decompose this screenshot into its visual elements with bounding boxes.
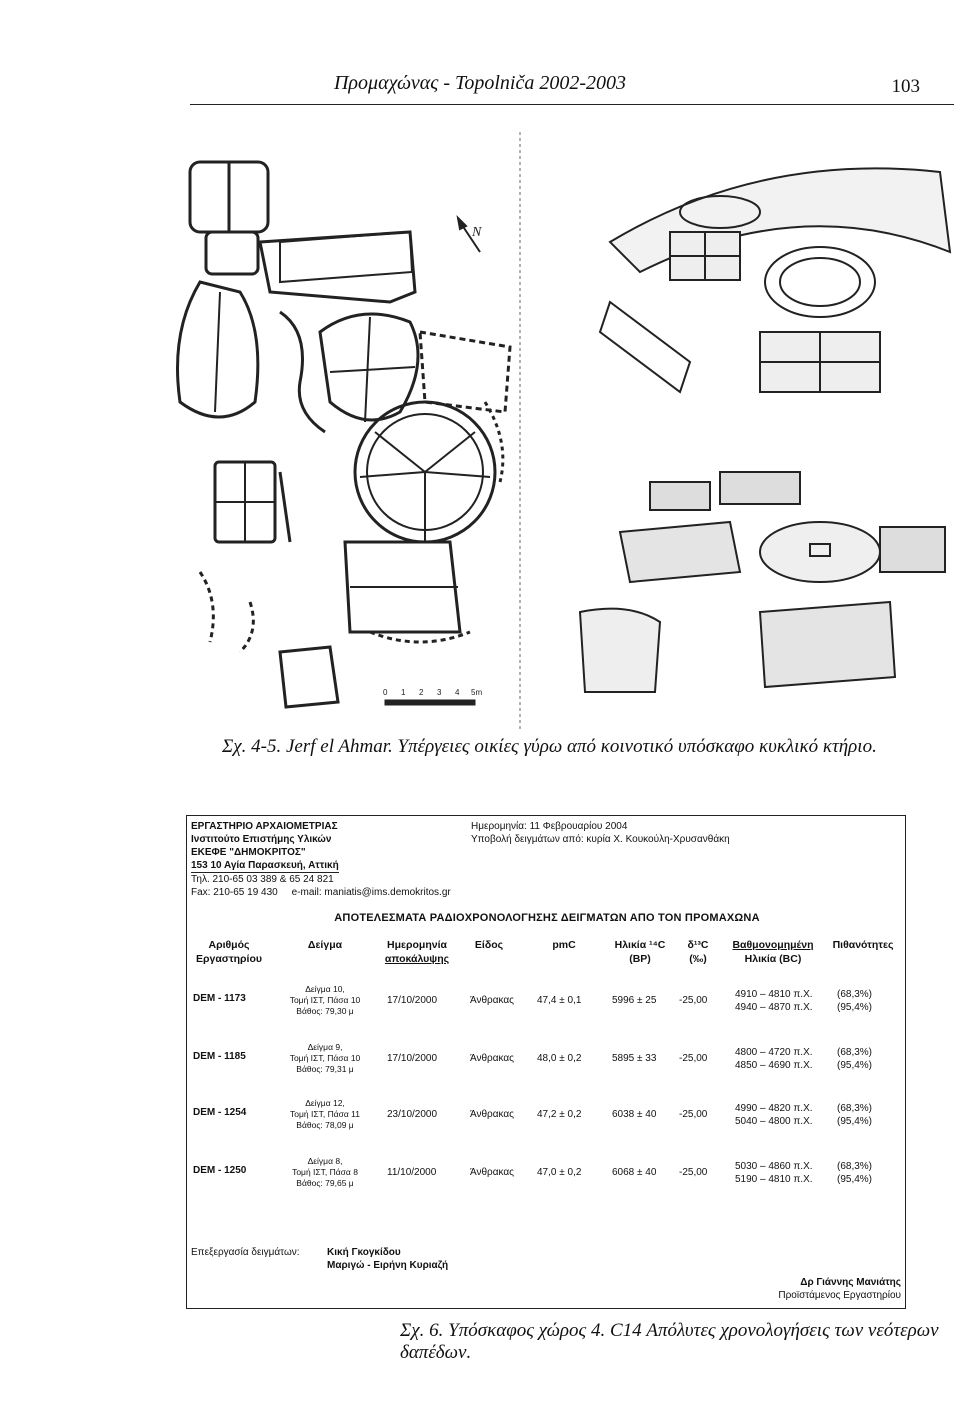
scale-tick: 3 <box>437 688 442 697</box>
row-date: 11/10/2000 <box>387 1167 437 1178</box>
lab-name: ΕΡΓΑΣΤΗΡΙΟ ΑΡΧΑΙΟΜΕΤΡΙΑΣ <box>191 821 338 832</box>
table-row <box>187 1098 907 1162</box>
scale-bar <box>383 688 482 705</box>
row-lab-no: DEM - 1185 <box>193 1051 246 1062</box>
row-age: 6068 ± 40 <box>612 1167 657 1178</box>
table-row <box>187 984 907 1048</box>
col-date: Ημερομηνία αποκάλυψης <box>384 939 450 965</box>
scale-tick: 2 <box>419 688 424 697</box>
row-calibrated: 5030 – 4860 π.Χ. 5190 – 4810 π.Χ. <box>735 1161 813 1185</box>
row-date: 17/10/2000 <box>387 995 438 1006</box>
scale-tick: 4 <box>455 688 460 697</box>
north-label: N <box>472 225 482 240</box>
figure-jerf-el-ahmar <box>160 132 960 730</box>
row-sample: Δείγμα 9, Τομή ΙΣΤ, Πάσα 10 Βάθος: 79,31 μ <box>289 1042 361 1074</box>
row-calibrated: 4910 – 4810 π.Χ. 4940 – 4870 π.Χ. <box>735 989 813 1013</box>
row-type: Άνθρακας <box>470 995 515 1006</box>
report-date: Ημερομηνία: 11 Φεβρουαρίου 2004 <box>471 821 628 832</box>
row-pmc: 47,4 ± 0,1 <box>537 995 582 1006</box>
row-d13c: -25,00 <box>679 1109 708 1120</box>
row-date: 17/10/2000 <box>387 1053 438 1064</box>
lab-header <box>191 820 481 899</box>
row-type: Άνθρακας <box>470 1109 515 1120</box>
figure-4-5-caption: Σχ. 4-5. Jerf el Ahmar. Υπέργειες οικίες γύρω από κοινοτικό υπόσκαφο κυκλικό κτήριο. <box>222 736 877 757</box>
report-meta <box>471 820 730 846</box>
lab-center: ΕΚΕΦΕ "ΔΗΜΟΚΡΙΤΟΣ" <box>191 847 306 858</box>
row-calibrated: 4990 – 4820 π.Χ. 5040 – 4800 π.Χ. <box>735 1103 813 1127</box>
table-row <box>187 1042 907 1106</box>
row-type: Άνθρακας <box>470 1053 515 1064</box>
processors: Κική Γκογκίδου Μαριγώ - Ειρήνη Κυριαζή <box>327 1247 449 1271</box>
radiocarbon-report <box>186 815 906 1309</box>
row-calibrated: 4800 – 4720 π.Χ. 4850 – 4690 π.Χ. <box>735 1047 813 1071</box>
row-probability: (68,3%) (95,4%) <box>837 1103 873 1127</box>
col-probability: Πιθανότητες <box>832 939 894 951</box>
results-title: ΑΠΟΤΕΛΕΣΜΑΤΑ ΡΑΔΙΟΧΡΟΝΟΛΟΓΗΣΗΣ ΔΕΙΓΜΑΤΩΝ ΑΠΟ ΤΟΝ ΠΡΟΜΑΧΩΝΑ <box>334 912 760 924</box>
col-d13c: δ¹³C (‰) <box>687 939 709 965</box>
lab-phone: Τηλ. 210-65 03 389 & 65 24 821 <box>191 874 334 885</box>
table-row <box>187 1156 907 1220</box>
col-calibrated: Βαθμονομημένη Ηλικία (BC) <box>732 939 814 965</box>
row-date: 23/10/2000 <box>387 1109 438 1120</box>
row-probability: (68,3%) (95,4%) <box>837 989 873 1013</box>
scale-tick: 1 <box>401 688 406 697</box>
page-number: 103 <box>891 76 920 97</box>
row-pmc: 47,2 ± 0,2 <box>537 1109 582 1120</box>
row-pmc: 47,0 ± 0,2 <box>537 1167 582 1178</box>
figure-6-caption: Σχ. 6. Υπόσκαφος χώρος 4. C14 Απόλυτες χρονολογήσεις των νεότερων δαπέδων. <box>400 1320 939 1363</box>
signatory: Δρ Γιάννης Μανιάτης <box>800 1277 901 1288</box>
col-lab-no: Αριθμός Εργαστηρίου <box>195 939 262 965</box>
row-sample: Δείγμα 12, Τομή ΙΣΤ, Πάσα 11 Βάθος: 78,09 μ <box>290 1098 360 1130</box>
row-pmc: 48,0 ± 0,2 <box>537 1053 582 1064</box>
row-age: 6038 ± 40 <box>612 1109 657 1120</box>
row-lab-no: DEM - 1173 <box>193 993 246 1004</box>
lab-email: e-mail: maniatis@ims.demokritos.gr <box>291 887 451 898</box>
row-probability: (68,3%) (95,4%) <box>837 1161 873 1185</box>
report-submission: Υποβολή δειγμάτων από: κυρία Χ. Κουκούλη-Χρυσανθάκη <box>471 834 730 845</box>
col-age: Ηλικία ¹⁴C (BP) <box>614 939 666 965</box>
col-pmc: pmC <box>552 939 576 951</box>
scale-tick: 0 <box>383 688 388 697</box>
row-sample: Δείγμα 8, Τομή ΙΣΤ, Πάσα 8 Βάθος: 79,65 μ <box>292 1156 358 1188</box>
axonometric-drawing <box>580 168 950 692</box>
row-type: Άνθρακας <box>470 1167 515 1178</box>
lab-fax: Fax: 210-65 19 430 <box>191 887 278 898</box>
signatory-role: Προϊστάμενος Εργαστηρίου <box>778 1290 901 1301</box>
row-lab-no: DEM - 1254 <box>193 1107 247 1118</box>
col-type: Είδος <box>474 939 504 951</box>
header-rule <box>190 104 954 105</box>
row-d13c: -25,00 <box>679 1167 708 1178</box>
row-age: 5996 ± 25 <box>612 995 657 1006</box>
scale-tick: 5m <box>471 688 483 697</box>
row-probability: (68,3%) (95,4%) <box>837 1047 873 1071</box>
north-arrow <box>458 218 482 252</box>
lab-address: 153 10 Αγία Παρασκευή, Αττική <box>191 860 339 871</box>
running-title: Προμαχώνας - Topolniča 2002-2003 <box>333 72 626 94</box>
signatory-block <box>707 1276 901 1302</box>
row-d13c: -25,00 <box>679 1053 708 1064</box>
row-age: 5895 ± 33 <box>612 1053 657 1064</box>
row-sample: Δείγμα 10, Τομή ΙΣΤ, Πάσα 10 Βάθος: 79,30 μ <box>289 984 361 1016</box>
site-plan-drawing <box>178 162 511 707</box>
processing-label: Επεξεργασία δειγμάτων: <box>191 1247 300 1258</box>
col-sample: Δείγμα <box>307 939 343 951</box>
lab-institute: Ινστιτούτο Επιστήμης Υλικών <box>191 834 332 845</box>
row-d13c: -25,00 <box>679 995 708 1006</box>
row-lab-no: DEM - 1250 <box>193 1165 247 1176</box>
